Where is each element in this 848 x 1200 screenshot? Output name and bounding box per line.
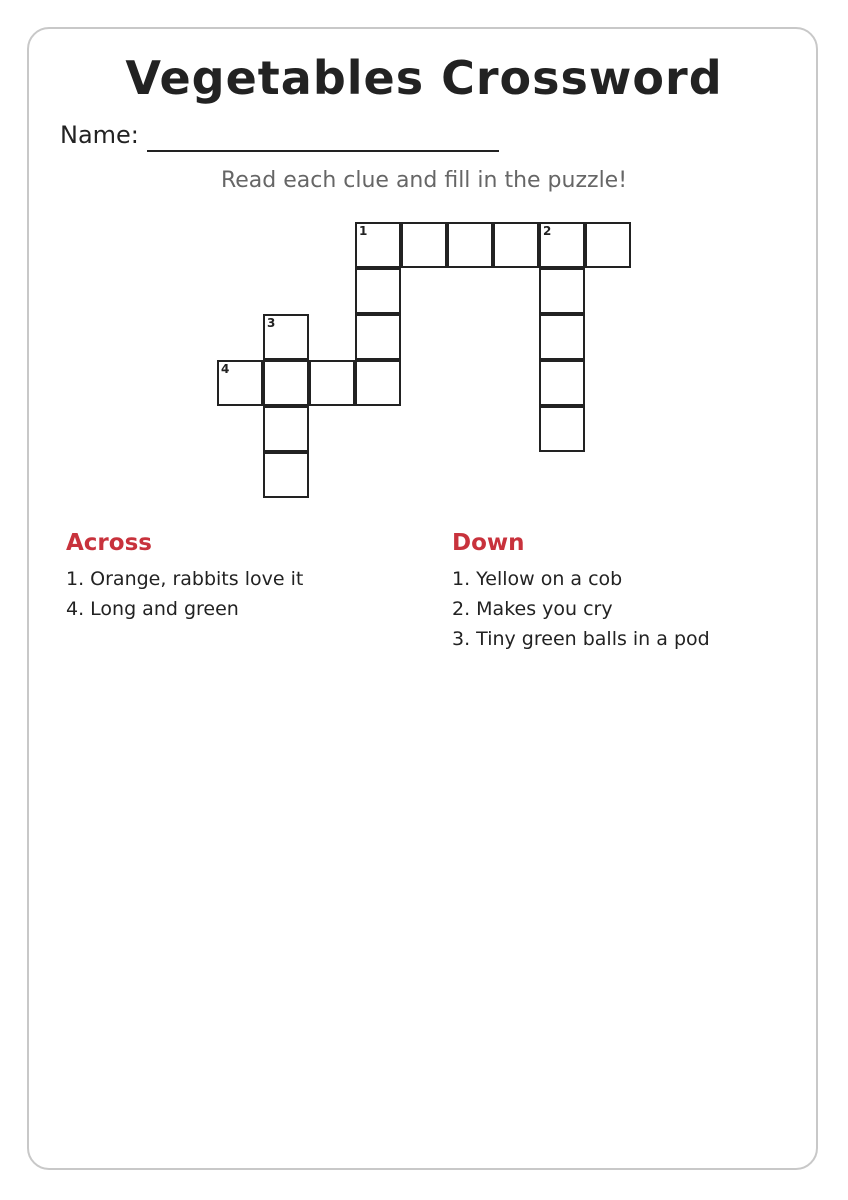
clue-item: 1. Yellow on a cob [452,568,623,590]
crossword-cell[interactable] [355,268,401,314]
crossword-cell[interactable] [355,314,401,360]
clue-item: 2. Makes you cry [452,598,613,620]
clue-item: 1. Orange, rabbits love it [66,568,304,590]
crossword-cell[interactable] [539,268,585,314]
crossword-cell[interactable] [539,314,585,360]
crossword-cell[interactable] [447,222,493,268]
crossword-cell[interactable] [493,222,539,268]
clue-item: 3. Tiny green balls in a pod [452,628,710,650]
crossword-cell[interactable] [217,360,263,406]
crossword-cell[interactable] [263,406,309,452]
clue-number: 2 [543,224,552,238]
crossword-cell[interactable] [355,222,401,268]
across-clues [66,528,426,624]
crossword-cell[interactable] [401,222,447,268]
across-heading: Across [66,530,152,556]
down-clues [452,528,812,654]
crossword-cell[interactable] [539,222,585,268]
page-title: Vegetables Crossword [125,51,723,105]
instructions: Read each clue and fill in the puzzle! [220,168,628,193]
crossword-cell[interactable] [263,314,309,360]
crossword-cell[interactable] [585,222,631,268]
crossword-cell[interactable] [539,406,585,452]
clue-number: 3 [267,316,276,330]
crossword-grid [0,0,848,520]
name-label: Name: [60,121,139,149]
clue-number: 1 [359,224,368,238]
crossword-cell[interactable] [263,360,309,406]
crossword-cell[interactable] [539,360,585,406]
crossword-cell[interactable] [355,360,401,406]
clue-number: 4 [221,362,230,376]
crossword-cell[interactable] [263,452,309,498]
clue-item: 4. Long and green [66,598,239,620]
down-heading: Down [452,530,525,556]
crossword-cell[interactable] [309,360,355,406]
